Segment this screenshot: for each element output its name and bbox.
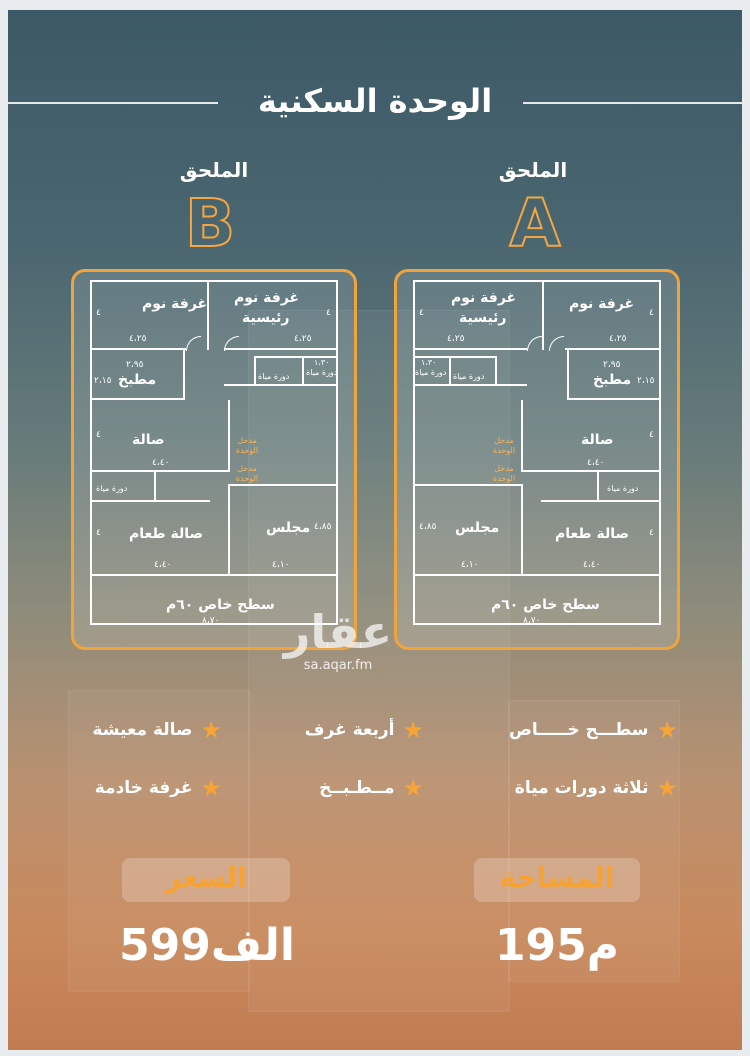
dim-label: ٤: [96, 430, 101, 440]
dim-label: ٤،٨٥: [419, 522, 437, 532]
area-label: المساحة: [499, 861, 615, 894]
dim-label: ٢،١٥: [94, 376, 112, 386]
feature-maid-room: [94, 774, 222, 802]
watermark-logo: عقار: [283, 605, 393, 659]
dim-label: ٤،٢٥: [447, 334, 465, 344]
room-bath-a: دورة مياة: [415, 368, 447, 377]
room-bath-b: دورة مياة: [258, 372, 290, 381]
entry-label-a-1: مدخل الوحدة: [492, 436, 516, 455]
dim-label: ١،٣٠: [421, 358, 437, 367]
dim-label: ٤،٢٥: [294, 334, 312, 344]
feature-text: غرفة خادمة: [94, 778, 193, 798]
dim-label: ٤،٢٥: [609, 334, 627, 344]
dim-label: ٤،٤٠: [152, 458, 170, 468]
poster: [8, 10, 742, 1050]
door-icon: [224, 336, 239, 351]
dim-label: ٤،١٠: [272, 560, 290, 570]
star-icon: ★: [200, 716, 222, 744]
room-hall-a: صالة: [581, 432, 614, 448]
room-bath-a-2: دورة مياة: [453, 372, 485, 381]
room-kitchen-a: مطبخ: [593, 372, 632, 388]
dim-label: ٤: [649, 308, 654, 318]
star-icon: ★: [402, 774, 424, 802]
room-majlis-b: مجلس: [266, 520, 311, 536]
dim-label: ٤،٢٥: [129, 334, 147, 344]
annex-b-letter: B: [184, 185, 236, 262]
door-icon: [527, 336, 542, 351]
door-icon: [186, 336, 201, 351]
dim-label: ٤،٨٥: [314, 522, 332, 532]
star-icon: ★: [402, 716, 424, 744]
entry-label-b-1: مدخل الوحدة: [235, 436, 259, 455]
feature-text: مــطـبــخ: [319, 778, 395, 798]
dim-label: ٤،٤٠: [583, 560, 601, 570]
door-icon: [549, 336, 564, 351]
price-value: 599الف: [119, 920, 295, 971]
feature-text: صالة معيشة: [92, 720, 193, 740]
dim-label: ٤: [419, 308, 424, 318]
dim-label: ٤،١٠: [461, 560, 479, 570]
feature-private-roof: [509, 716, 678, 744]
room-dining-b: صالة طعام: [129, 526, 204, 542]
dim-label: ٤: [649, 528, 654, 538]
floor-plan-b: [71, 269, 357, 650]
title-bar: [8, 82, 742, 122]
dim-label: ١،٣٠: [314, 358, 330, 367]
feature-three-baths: [514, 774, 678, 802]
entry-label-b-2: مدخل الوحدة: [235, 464, 259, 483]
star-icon: ★: [656, 716, 678, 744]
feature-text: سطـــح خـــــاص: [509, 720, 649, 740]
dim-label: ٢،١٥: [637, 376, 655, 386]
feature-text: أربعة غرف: [304, 720, 395, 740]
feature-text: ثلاثة دورات مياة: [514, 778, 649, 798]
watermark-url: sa.aqar.fm: [303, 658, 373, 673]
area-value: 195م: [494, 920, 620, 971]
room-roof-b: سطح خاص ٦٠م: [166, 597, 275, 613]
dim-label: ٤: [649, 430, 654, 440]
dim-label: ٤،٤٠: [587, 458, 605, 468]
star-icon: ★: [200, 774, 222, 802]
annex-a-label: الملحق: [498, 158, 568, 182]
room-master-a-1: غرفة نوم: [451, 290, 517, 306]
room-master-b-1: غرفة نوم: [234, 290, 300, 306]
dim-label: ٤: [96, 528, 101, 538]
feature-kitchen: [319, 774, 424, 802]
room-dining-a: صالة طعام: [555, 526, 630, 542]
page-title: الوحدة السكنية: [257, 82, 493, 120]
floor-plan-a: [394, 269, 680, 650]
room-majlis-a: مجلس: [455, 520, 500, 536]
annex-b-label: الملحق: [179, 158, 249, 182]
room-bath-a-3: دورة مياة: [607, 484, 639, 493]
room-master-b-2: رئيسية: [242, 310, 290, 326]
feature-four-rooms: [304, 716, 424, 744]
room-bath-b-2: دورة مياة: [306, 368, 338, 377]
room-hall-b: صالة: [132, 432, 165, 448]
dim-label: ٤،٤٠: [154, 560, 172, 570]
price-label: السعر: [165, 861, 247, 894]
dim-label: ٤: [96, 308, 101, 318]
dim-label: ٤: [326, 308, 331, 318]
room-bath-b-3: دورة مياة: [96, 484, 128, 493]
room-kitchen-b: مطبخ: [118, 372, 157, 388]
room-master-a-2: رئيسية: [459, 310, 507, 326]
dim-label: ٢،٩٥: [603, 360, 621, 370]
room-roof-a: سطح خاص ٦٠م: [491, 597, 600, 613]
dim-label: ٨،٧٠: [202, 616, 220, 626]
feature-living-room: [92, 716, 222, 744]
entry-label-a-2: مدخل الوحدة: [492, 464, 516, 483]
annex-a-letter: A: [509, 185, 561, 262]
star-icon: ★: [656, 774, 678, 802]
room-bedroom-b: غرفة نوم: [142, 296, 208, 312]
dim-label: ٢،٩٥: [126, 360, 144, 370]
dim-label: ٨،٧٠: [523, 616, 541, 626]
room-bedroom-a: غرفة نوم: [569, 296, 635, 312]
